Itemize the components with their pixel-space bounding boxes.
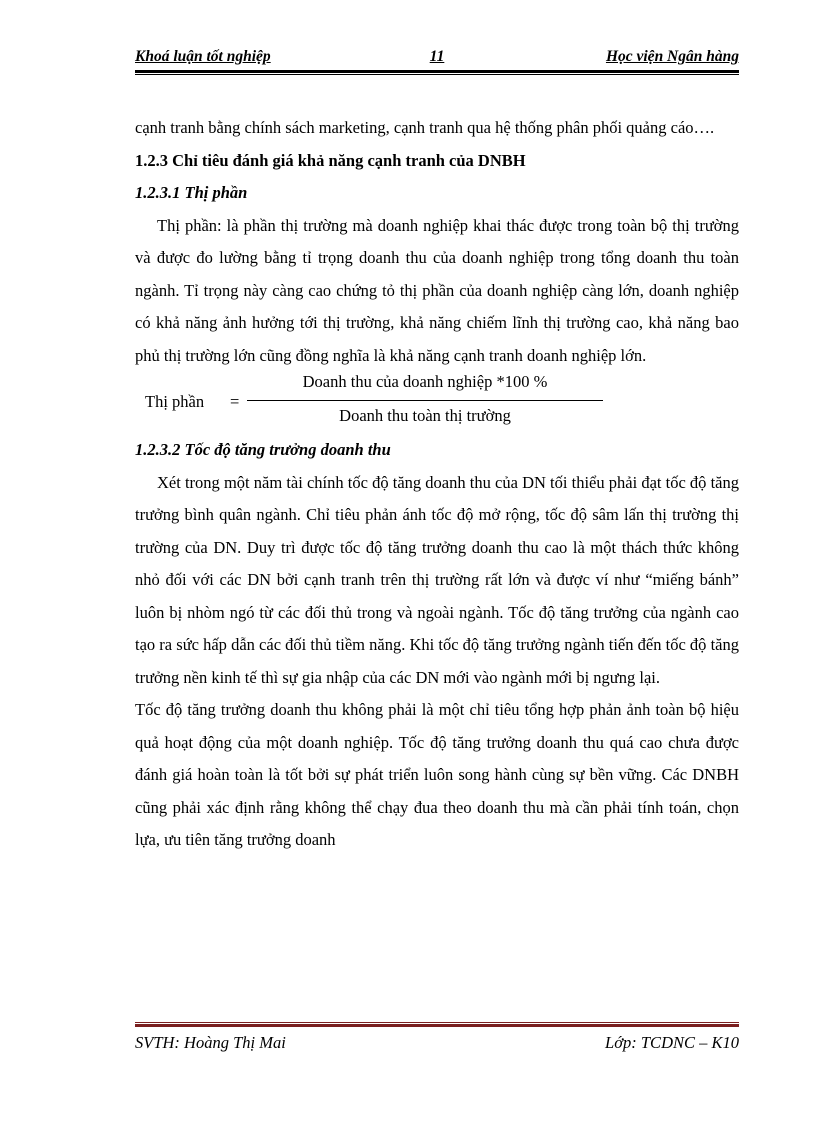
- footer-class: Lớp: TCDNC – K10: [605, 1033, 739, 1052]
- section-heading-1-2-3: 1.2.3 Chỉ tiêu đánh giá khả năng cạnh tranh của DNBH: [135, 150, 526, 170]
- paragraph-intro: cạnh tranh bằng chính sách marketing, cạnh tranh qua hệ thống phân phối quảng cáo….: [135, 118, 715, 137]
- formula-label: Thị phần: [145, 392, 205, 411]
- footer-rule: [135, 1022, 739, 1027]
- formula-equals: =: [230, 392, 240, 411]
- page-footer: [135, 1033, 739, 1057]
- fraction-bar: [247, 400, 603, 401]
- page-body: [135, 112, 739, 857]
- page-header: [135, 48, 739, 70]
- subsection-heading-market-share: 1.2.3.1 Thị phần: [135, 183, 248, 202]
- header-thesis-label: Khoá luận tốt nghiệp: [135, 48, 271, 65]
- market-share-formula: [135, 372, 739, 434]
- page-number: 11: [429, 48, 445, 65]
- paragraph-market-share: Thị phần: là phần thị trường mà doanh nghiệp khai thác được trong toàn bộ thị trường và được đo lường bằng tỉ trọng doanh thu của doanh nghiệp trong tổng doanh thu toàn ngành. Tỉ trọng này càng cao chứng tỏ thị phần của doanh nghiệp càng lớn, doanh nghiệp có khả năng ảnh hưởng tới thị trường, khả năng chiếm lĩnh thị trường cao, khả năng bao phủ thị trường lớn cũng đồng nghĩa là khả năng cạnh tranh doanh nghiệp lớn.: [135, 215, 739, 365]
- header-institution: Học viện Ngân hàng: [605, 48, 739, 65]
- formula-numerator: Doanh thu của doanh nghiệp *100 %: [302, 372, 548, 391]
- header-rule: [135, 70, 739, 75]
- footer-student: SVTH: Hoàng Thị Mai: [135, 1033, 286, 1052]
- subsection-heading-revenue-growth: 1.2.3.2 Tốc độ tăng trưởng doanh thu: [135, 440, 391, 459]
- paragraph-revenue-growth-1: Xét trong một năm tài chính tốc độ tăng doanh thu của DN tối thiểu phải đạt tốc độ tăng trưởng bình quân ngành. Chỉ tiêu phản ánh tốc độ mở rộng, tốc độ sâm lấn thị trường thị trường của DN. Duy trì được tốc độ tăng trưởng doanh thu cao là một thách thức không nhỏ đối với các DN bởi cạnh tranh trên thị trường rất lớn và được ví như “miếng bánh” luôn bị nhòm ngó từ các đối thủ trong và ngoài ngành. Tốc độ tăng trưởng của ngành cao tạo ra sức hấp dẫn các đối thủ tiềm năng. Khi tốc độ tăng trưởng ngành tiến đến tốc độ tăng trưởng nền kinh tế thì sự gia nhập của các DN mới vào ngành mới bị ngưng lại.: [135, 472, 739, 687]
- formula-denominator: Doanh thu toàn thị trường: [339, 406, 511, 425]
- paragraph-revenue-growth-2: Tốc độ tăng trưởng doanh thu không phải là một chỉ tiêu tổng hợp phản ảnh toàn bộ hiệu quả hoạt động của một doanh nghiệp. Tốc độ tăng trưởng doanh thu quá cao chưa được đánh giá hoàn toàn là tốt bởi sự phát triển luôn song hành cùng sự bền vững. Các DNBH cũng phải xác định rằng không thể chạy đua theo doanh thu mà cần phải tính toán, chọn lựa, ưu tiên tăng trưởng doanh: [135, 700, 739, 849]
